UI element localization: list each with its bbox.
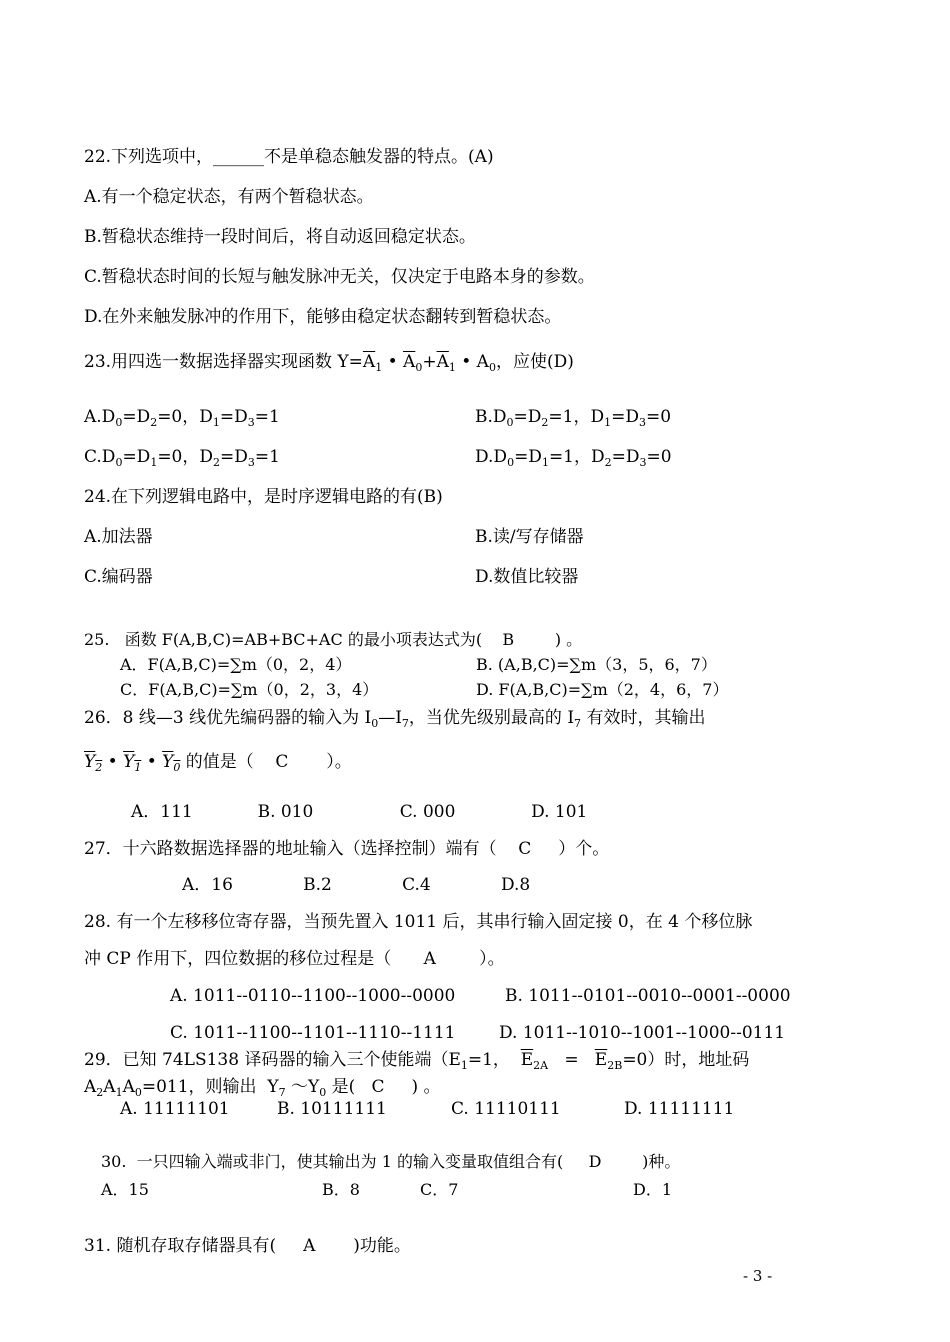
q25-option-c: C．F(A,B,C)=∑m（0，2，3，4）: [120, 680, 379, 699]
q24-option-b: B.读/写存储器: [475, 527, 584, 547]
q26-output-formula: $Y_2$ • $Y_1$ • $Y_0$: [84, 752, 181, 774]
q25-option-a: A．F(A,B,C)=∑m（0，2，4）: [120, 655, 352, 674]
q23-option-b: $B.D_0=D_2=1$，$D_1=D_3=0$: [475, 407, 672, 429]
q28-option-d: D. 1011--1010--1001--1000--0111: [499, 1023, 786, 1043]
q28-option-c: C. 1011--1100--1101--1110--1111: [170, 1023, 456, 1043]
q30-stem: 30. 一只四输入端或非门，使其输出为 1 的输入变量取值组合有( D )种。: [101, 1152, 681, 1171]
q23-formula: $\overline{A}_1$ • $\overline{A}_0+\overline{A}_1$ • $A_0$: [362, 352, 496, 374]
q24-option-d: D.数值比较器: [475, 567, 579, 587]
q30-option-d: D．1: [633, 1180, 673, 1199]
q24-option-c: C.编码器: [84, 567, 153, 587]
q29-line1: 29．已知 74LS138 译码器的输入三个使能端（$E_1=1$， $\overline{E}_{2A} = \overline{E}_{2B}=0$）时，地址码: [84, 1050, 750, 1072]
q29-option-b: B. 10111111: [277, 1099, 387, 1119]
q30-option-a: A．15: [101, 1180, 149, 1199]
q25-option-b: B. (A,B,C)=∑m（3，5，6，7）: [476, 655, 717, 674]
q24-option-a: A.加法器: [84, 527, 153, 547]
q27-options: A．16 B.2 C.4 D.8: [182, 875, 531, 895]
q25-stem: 25. 函数 F(A,B,C)=AB+BC+AC 的最小项表达式为( B ) 。: [84, 630, 583, 649]
q23-stem: 23.用四选一数据选择器实现函数 $Y=\overline{A}_1$ • $\overline{A}_0+\overline{A}_1$ • $A_0$，应使(D): [84, 352, 574, 374]
q26-line2: $Y_2$ • $Y_1$ • $Y_0$ 的值是（ C ）。: [84, 752, 352, 774]
q26-stem: 26．8 线—3 线优先编码器的输入为 $I_0—I_7$，当优先级别最高的 $I_7$ 有效时，其输出: [84, 708, 706, 730]
q23-option-a: $A.D_0=D_2=0$，$D_1=D_3=1$: [84, 407, 280, 429]
q28-line2: 冲 CP 作用下，四位数据的移位过程是（ A ）。: [84, 949, 505, 969]
q27-stem: 27．十六路数据选择器的地址输入（选择控制）端有（ C ）个。: [84, 839, 610, 859]
q29-line2: $A_2A_1A_0=011$，则输出 $Y_7$ $\sim Y_0$ 是( C ) 。: [84, 1077, 441, 1099]
q22-option-b: B.暂稳状态维持一段时间后，将自动返回稳定状态。: [84, 227, 476, 247]
q29-option-d: D. 11111111: [624, 1099, 735, 1119]
q30-option-c: C．7: [420, 1180, 459, 1199]
q23-option-d: $D.D_0=D_1=1$，$D_2=D_3=0$: [475, 447, 672, 469]
q30-option-b: B．8: [322, 1180, 360, 1199]
q22-option-a: A.有一个稳定状态，有两个暂稳状态。: [84, 187, 374, 207]
q24-stem: 24.在下列逻辑电路中，是时序逻辑电路的有(B): [84, 487, 443, 507]
q22-option-c: C.暂稳状态时间的长短与触发脉冲无关，仅决定于电路本身的参数。: [84, 267, 595, 287]
q28-line1: 28. 有一个左移移位寄存器，当预先置入 1011 后，其串行输入固定接 0，在 4 个移位脉: [84, 912, 753, 932]
q29-option-c: C. 11110111: [451, 1099, 561, 1119]
q22-stem: 22.下列选项中，______不是单稳态触发器的特点。(A): [84, 147, 494, 167]
q28-option-b: B. 1011--0101--0010--0001--0000: [505, 986, 791, 1006]
q25-option-d: D. F(A,B,C)=∑m（2，4，6，7）: [476, 680, 729, 699]
q22-option-d: D.在外来触发脉冲的作用下，能够由稳定状态翻转到暂稳状态。: [84, 307, 562, 327]
page-number: - 3 -: [743, 1267, 773, 1285]
q28-option-a: A. 1011--0110--1100--1000--0000: [170, 986, 456, 1006]
q31-stem: 31. 随机存取存储器具有( A )功能。: [84, 1236, 411, 1256]
q23-option-c: $C.D_0=D_1=0$，$D_2=D_3=1$: [84, 447, 280, 469]
q29-option-a: A. 11111101: [120, 1099, 230, 1119]
q26-options: A．111 B. 010 C. 000 D. 101: [131, 802, 588, 822]
